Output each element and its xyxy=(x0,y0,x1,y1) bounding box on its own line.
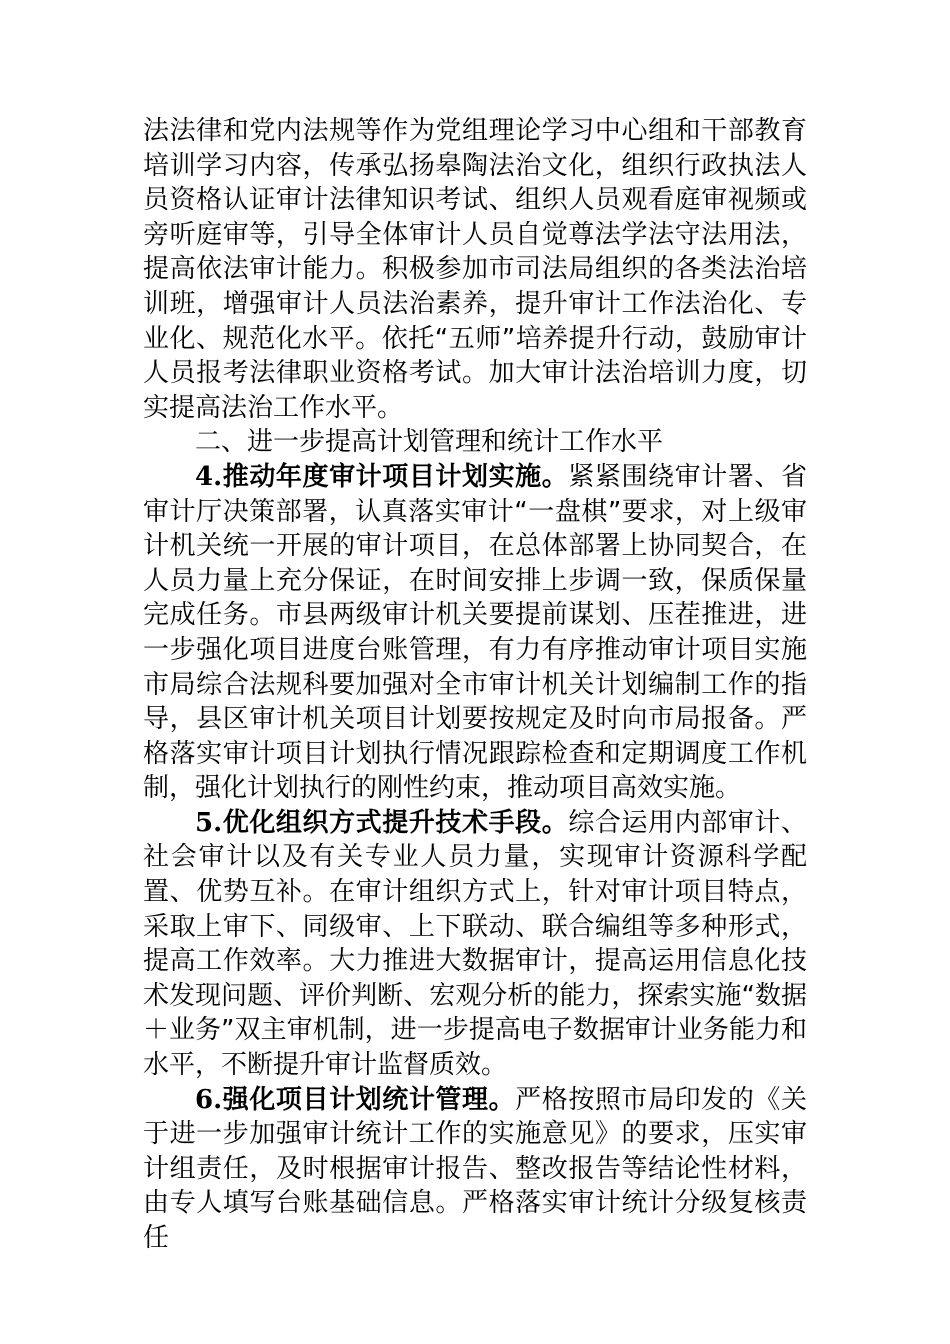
paragraph-text: 严格按照市局印发的《关于进一步加强审计统计工作的实施意见》的要求，压实审计组责任，及时根据审计报告、整改报告等结论性材料，由专人填写台账基础信息。严格落实审计统计分级复核责任 xyxy=(143,1084,807,1253)
paragraph-item-4 xyxy=(143,460,807,806)
item-number: 4. xyxy=(195,461,223,492)
item-title: 推动年度审计项目计划实施。 xyxy=(222,461,569,492)
paragraph-text: 法法律和党内法规等作为党组理论学习中心组和干部教育培训学习内容，传承弘扬皋陶法治文化，组织行政执法人员资格认证审计法律知识考试、组织人员观看庭审视频或旁听庭审等，引导全体审计人员自觉尊法学法守法用法，提高依法审计能力。积极参加市司法局组织的各类法治培训班，增强审计人员法治素养，提升审计工作法治化、专业化、规范化水平。依托“五师”培养提升行动，鼓励审计人员报考法律职业资格考试。加大审计法治培训力度，切实提高法治工作水平。 xyxy=(143,116,807,423)
item-number: 6. xyxy=(195,1084,223,1115)
section-heading-text: 二、进一步提高计划管理和统计工作水平 xyxy=(195,427,664,458)
paragraph-text: 紧紧围绕审计署、省审计厅决策部署，认真落实审计“一盘棋”要求，对上级审计机关统一开展的审计项目，在总体部署上协同契合，在人员力量上充分保证，在时间安排上步调一致，保质保量完成任务。市县两级审计机关要提前谋划、压茬推进，进一步强化项目进度台账管理，有力有序推动审计项目实施市局综合法规科要加强对全市审计机关计划编制工作的指导，县区审计机关项目计划要按规定及时向市局报备。严格落实审计项目计划执行情况跟踪检查和定期调度工作机制，强化计划执行的刚性约束，推动项目高效实施。 xyxy=(143,461,807,804)
document-body xyxy=(143,114,807,1256)
paragraph-item-6 xyxy=(143,1083,807,1256)
paragraph-continued xyxy=(143,114,807,425)
item-title: 强化项目计划统计管理。 xyxy=(222,1084,516,1115)
section-heading xyxy=(143,425,807,460)
paragraph-text: 综合运用内部审计、社会审计以及有关专业人员力量，实现审计资源科学配置、优势互补。在审计组织方式上，针对审计项目特点，采取上审下、同级审、上下联动、联合编组等多种形式，提高工作效率。大力推进大数据审计，提高运用信息化技术发现问题、评价判断、宏观分析的能力，探索实施“数据＋业务”双主审机制，进一步提高电子数据审计业务能力和水平，不断提升审计监督质效。 xyxy=(143,807,807,1081)
item-title: 优化组织方式提升技术手段。 xyxy=(222,807,569,838)
paragraph-item-5 xyxy=(143,806,807,1083)
item-number: 5. xyxy=(195,807,223,838)
